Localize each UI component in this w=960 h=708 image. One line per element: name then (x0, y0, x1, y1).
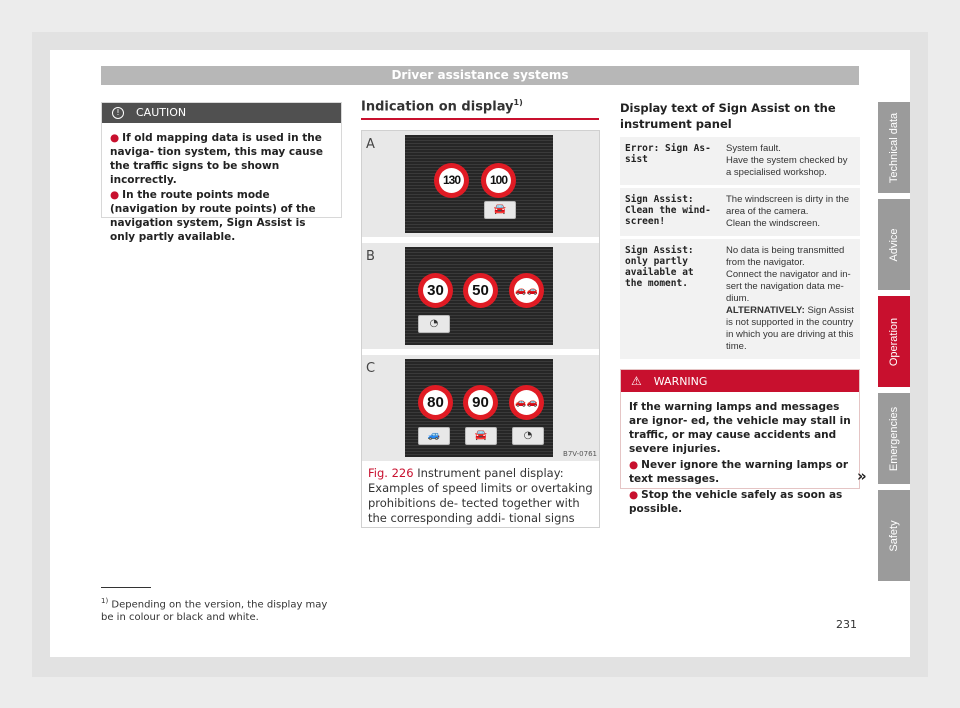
overtaking-prohibition-icon: 🚘 (465, 427, 497, 445)
caution-list (102, 123, 341, 244)
warning-box (620, 369, 860, 515)
display-text-title: Display text of Sign Assist on the instrument panel (620, 101, 836, 131)
time-clock-icon: ◔ (512, 427, 544, 445)
table-row (620, 137, 860, 185)
footnote-rule (101, 587, 151, 588)
warning-header (621, 370, 859, 392)
speed-limit-sign: 50 (463, 273, 498, 308)
display-screen (405, 359, 553, 457)
bullet-icon: ● (110, 189, 120, 201)
continued-arrow-icon: » (857, 467, 867, 485)
panel-b (362, 243, 599, 349)
footnote-ref: 1) (513, 98, 523, 107)
panel-c (362, 355, 599, 461)
bullet-icon: ● (110, 132, 120, 144)
info-circle-icon: ! (112, 107, 124, 119)
no-overtaking-sign: 🚗🚗 (509, 273, 544, 308)
tab-operation[interactable]: Operation (878, 296, 910, 387)
panel-label: C (366, 361, 376, 376)
car-trailer-icon: 🚙 (418, 427, 450, 445)
figure-caption: Fig. 226 Instrument panel display: Examples of speed limits or overtaking prohibitions de- tected together with the corresponding addi- tional signs (368, 466, 593, 525)
tab-emergencies[interactable]: Emergencies (878, 393, 910, 484)
speed-limit-sign: 30 (418, 273, 453, 308)
warning-label: WARNING (653, 375, 708, 388)
tab-safety[interactable]: Safety (878, 490, 910, 581)
warning-body: If the warning lamps and messages are ignor- ed, the vehicle may stall in traffic, or may cause accidents and severe injuries. ● Never ignore the warning lamps or text messages. ● Stop the vehicle safely as soon as possible. (629, 401, 851, 515)
chapter-header: Driver assistance systems (101, 66, 859, 85)
figure-code: B7V-0761 (563, 450, 597, 458)
speed-limit-sign: 130 (434, 163, 469, 198)
no-overtaking-sign: 🚗🚗 (509, 385, 544, 420)
panel-a (362, 131, 599, 237)
caution-item: ● In the route points mode (navigation by route points) of the navigation system, Sign Assist is only partly available. (110, 189, 316, 243)
message-description: The windscreen is dirty in the area of the camera. Clean the windscreen. (726, 194, 850, 229)
display-screen (405, 247, 553, 345)
section-title: Indication on display$^{1)}$ (361, 98, 523, 115)
speed-limit-sign: 100 (481, 163, 516, 198)
display-screen (405, 135, 553, 233)
display-message: Error: Sign As- sist (625, 143, 711, 165)
section-rule (361, 118, 599, 120)
tab-advice[interactable]: Advice (878, 199, 910, 290)
message-description: No data is being transmitted from the navigator. Connect the navigator and in- sert the navigation data me- dium. ALTERNATIVELY: Sign Assist is not supported in the country in which you are driving at this time. (726, 245, 854, 352)
warning-item: ● Stop the vehicle safely as soon as possible. (629, 489, 843, 515)
bullet-icon: ● (629, 489, 639, 501)
bullet-icon: ● (629, 459, 639, 471)
caution-header (102, 103, 341, 123)
page-number: 231 (836, 618, 857, 631)
speed-limit-sign: 90 (463, 385, 498, 420)
display-message: Sign Assist: Clean the wind- screen! (625, 194, 711, 227)
tab-technical-data[interactable]: Technical data (878, 102, 910, 193)
message-description: System fault. Have the system checked by a specialised workshop. (726, 143, 848, 178)
caution-label: CAUTION (136, 106, 187, 119)
speed-limit-sign: 80 (418, 385, 453, 420)
warning-triangle-icon: ⚠ (631, 374, 642, 388)
table-row (620, 188, 860, 236)
panel-label: B (366, 249, 375, 264)
caution-box (101, 102, 342, 243)
display-text-table (620, 137, 860, 362)
display-message: Sign Assist: only partly available at the moment. (625, 245, 694, 289)
time-clock-icon: ◔ (418, 315, 450, 333)
panel-label: A (366, 137, 375, 152)
warning-item: ● Never ignore the warning lamps or text messages. (629, 459, 849, 485)
overtaking-prohibition-icon: 🚘 (484, 201, 516, 219)
table-row (620, 239, 860, 359)
caution-item: ● If old mapping data is used in the naviga- tion system, this may cause the traffic signs to be shown incorrectly. (110, 132, 324, 186)
footnote: $^{1)}$ Depending on the version, the display may be in colour or black and white. (101, 597, 328, 624)
